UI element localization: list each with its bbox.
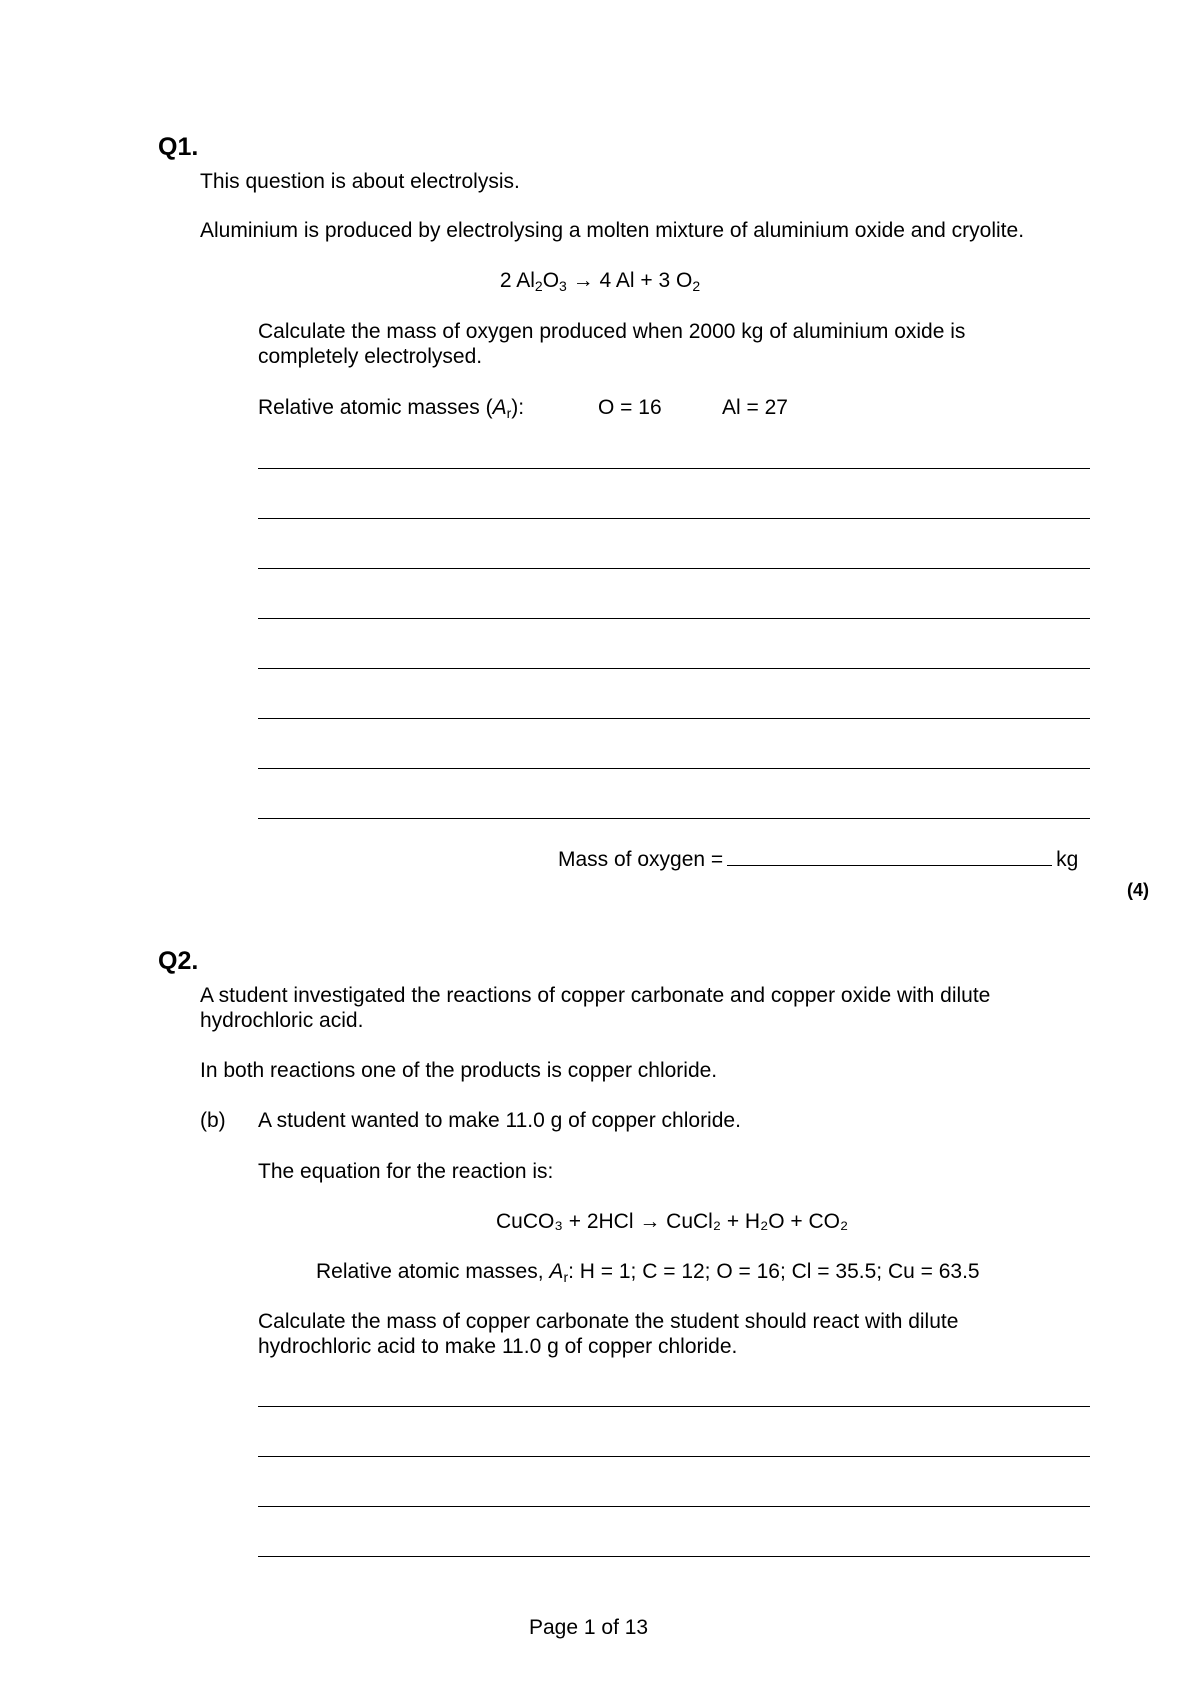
q1-answer-line[interactable]	[258, 818, 1090, 819]
q1-task-line2: completely electrolysed.	[258, 345, 483, 368]
q1-task-line1: Calculate the mass of oxygen produced when 2000 kg of aluminium oxide is	[258, 320, 966, 343]
q2-answer-line[interactable]	[258, 1556, 1090, 1557]
q2-part-label: (b)	[200, 1109, 226, 1132]
q1-answer-line[interactable]	[258, 468, 1090, 469]
q1-answer-line[interactable]	[258, 668, 1090, 669]
q2-task-line1: Calculate the mass of copper carbonate the student should react with dilute	[258, 1310, 959, 1333]
q2-context: In both reactions one of the products is copper chloride.	[200, 1059, 718, 1082]
q1-answer-line[interactable]	[258, 568, 1090, 569]
q1-answer-line[interactable]	[258, 618, 1090, 619]
q2-equation: CuCO₃ + 2HCl → CuCl₂ + H₂O + CO₂	[496, 1210, 849, 1233]
q1-final-answer	[558, 847, 1078, 872]
q2-part-text: A student wanted to make 11.0 g of copper chloride.	[258, 1109, 741, 1132]
q2-answer-line[interactable]	[258, 1506, 1090, 1507]
q2-answer-line[interactable]	[258, 1406, 1090, 1407]
q2-answer-line[interactable]	[258, 1456, 1090, 1457]
q1-answer-line[interactable]	[258, 768, 1090, 769]
q2-equation-intro: The equation for the reaction is:	[258, 1160, 554, 1183]
q1-ram: Relative atomic masses $(A_r)$:	[258, 396, 525, 421]
q1-ram-aluminium: Al = 27	[722, 396, 788, 419]
q2-task-line2: hydrochloric acid to make 11.0 g of copper chloride.	[258, 1335, 738, 1358]
q1-marks: (4)	[1127, 880, 1149, 900]
q1-answer-line[interactable]	[258, 718, 1090, 719]
q1-ram-oxygen: O = 16	[598, 396, 662, 419]
q2-label: Q2.	[158, 947, 199, 975]
q1-answer-blank[interactable]	[727, 847, 1052, 866]
q2-ram: Relative atomic masses, $A_r$: H = 1; C = 12; O = 16; Cl = 35.5; Cu = 63.5	[316, 1260, 980, 1285]
q1-answer-label: Mass of oxygen =	[558, 848, 724, 871]
q1-context: Aluminium is produced by electrolysing a molten mixture of aluminium oxide and cryolite.	[200, 219, 1025, 242]
q2-intro-line2: hydrochloric acid.	[200, 1009, 364, 1032]
q1-answer-line[interactable]	[258, 518, 1090, 519]
q1-label: Q1.	[158, 133, 199, 161]
q1-equation: 2 $Al_2O_3 \to 4$ Al + 3 $O_2$	[499, 269, 701, 294]
q1-intro: This question is about electrolysis.	[200, 170, 520, 193]
page-number: Page 1 of 13	[529, 1616, 649, 1639]
q2-intro-line1: A student investigated the reactions of copper carbonate and copper oxide with dilute	[200, 984, 991, 1007]
q1-answer-unit: kg	[1056, 848, 1079, 871]
